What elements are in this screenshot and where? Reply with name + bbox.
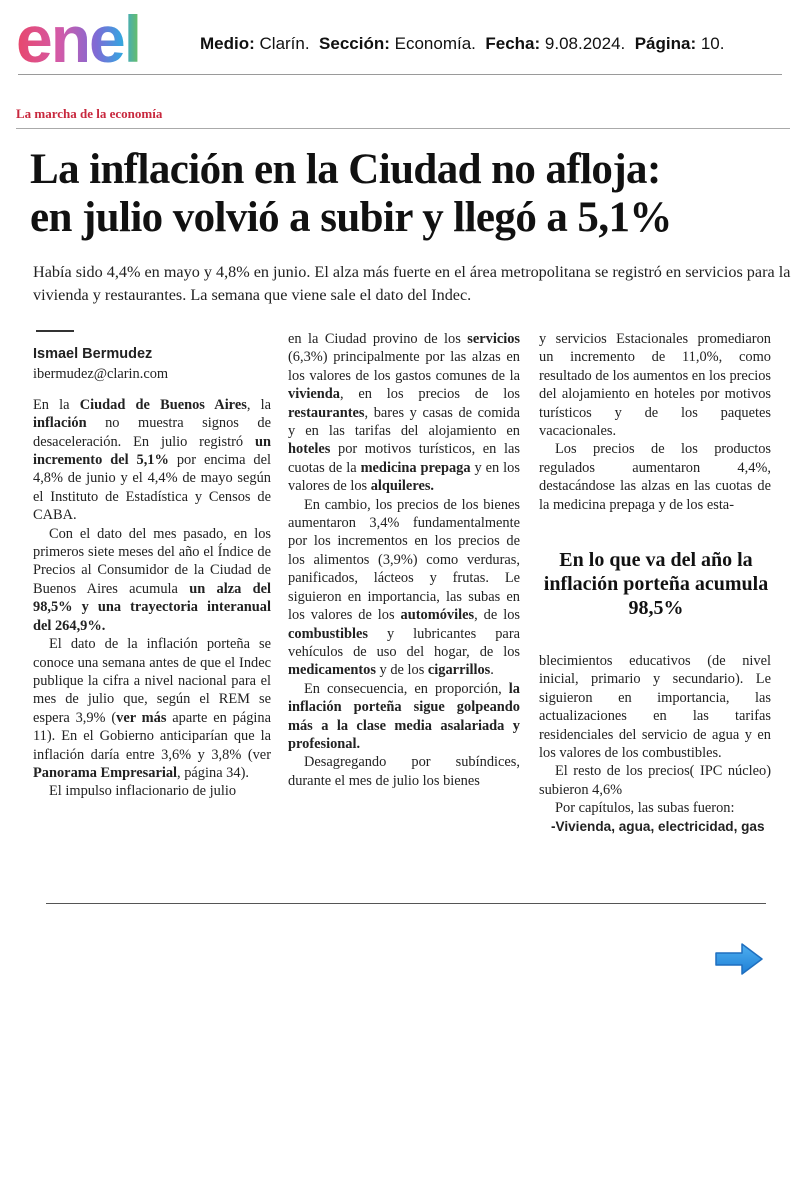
headline-line-1: La inflación en la Ciudad no afloja: <box>30 146 661 193</box>
medio-label: Medio: <box>200 34 255 53</box>
headline-line-2: en julio volvió a subir y llegó a 5,1% <box>30 194 672 241</box>
byline-email: ibermudez@clarin.com <box>33 366 169 383</box>
paragraph-13: Por capítulos, las subas fueron: <box>555 800 735 817</box>
column-1 <box>33 330 271 801</box>
enel-logo <box>16 6 178 70</box>
column-3-top <box>539 330 771 514</box>
paragraph-9: y servicios Estacionales promediaron un incremento de 11,0%, como resultado de los aumentos en los precios del alojamiento en hoteles por motivos turísticos y de los paquetes vacacionales. <box>539 331 771 440</box>
enel-logo-text: enel <box>16 6 141 70</box>
seccion-label: Sección: <box>319 34 390 53</box>
headline <box>30 146 790 242</box>
header-divider <box>18 74 782 75</box>
paragraph-5: en la Ciudad provino de los servicios (6,3%) principalmente por las alzas en los valores de los gastos comunes de la vivienda, en los precios de los restaurantes, bares y casas de comida y en las tarifas del alojamiento en hoteles por motivos turísticos, en las cuotas de la medicina prepaga y en los valores de los alquileres. <box>288 331 520 495</box>
paragraph-12: El resto de los precios( IPC núcleo) subieron 4,6% <box>539 763 771 798</box>
paragraph-14: -Vivienda, agua, electricidad, gas <box>551 818 765 834</box>
paragraph-2: Con el dato del mes pasado, en los primeros siete meses del año el Índice de Precios al Consumidor de la Ciudad de Buenos Aires acumula un alza del 98,5% y una trayectoria interanual del 264,9%. <box>33 525 271 634</box>
seccion-value: Economía. <box>394 34 476 53</box>
column-2 <box>288 330 520 790</box>
paragraph-3: El dato de la inflación porteña se conoce una semana antes de que el Indec publique la cifra a nivel nacional para el mes de julio que, según el REM se espera 3,9% (ver más aparte en página 11). En el Gobierno anticiparían que la inflación daría entre 3,6% y 3,8% (ver Panorama Empresarial, página 34). <box>33 636 271 781</box>
paragraph-10: Los precios de los productos regulados aumentaron 4,4%, destacándose las alzas en las cuotas de la medicina prepaga y de los esta- <box>539 441 771 513</box>
paragraph-7: En consecuencia, en proporción, la inflación porteña sigue golpeando más a la clase media asalariada y profesional. <box>288 680 520 752</box>
pull-quote: En lo que va del año la inflación porteña acumula 98,5% <box>543 549 769 619</box>
byline-rule <box>36 330 74 332</box>
paragraph-1: En la Ciudad de Buenos Aires, la inflación no muestra signos de desaceleración. En julio registró un incremento del 5,1% por encima del 4,8% de junio y el 4,4% de mayo según el Instituto de Estadística y Censos de CABA. <box>33 396 272 524</box>
pagina-value: 10. <box>700 34 725 53</box>
fecha-label: Fecha: <box>485 34 541 53</box>
paragraph-4: El impulso inflacionario de julio <box>49 783 237 800</box>
deck: Había sido 4,4% en mayo y 4,8% en junio. El alza más fuerte en el área metropolitana se registró en servicios para la vivienda y restaurantes. La semana que viene sale el dato del Indec. <box>33 263 791 304</box>
paragraph-11: blecimientos educativos (de nivel inicial, primario y secundario). Le siguieron en importancia, las actualizaciones en las tarifas residenciales del servicio de agua y en los valores de los combustibles. <box>539 653 771 762</box>
paragraph-6: En cambio, los precios de los bienes aumentaron 3,4% fundamentalmente por los incrementos en los precios de los alimentos (3,9%) como verduras, panificados, lácteos y frutas. Le siguieron en importancia, las subas en los valores de los automóviles, de los combustibles y lubricantes para vehículos de uso del hogar, de los medicamentos y de los cigarrillos. <box>288 496 520 679</box>
paragraph-8: Desagregando por subíndices, durante el mes de julio los bienes <box>288 754 520 789</box>
header-meta <box>200 34 724 54</box>
pagina-label: Página: <box>634 34 697 53</box>
fecha-value: 9.08.2024. <box>544 34 626 53</box>
medio-value: Clarín. <box>259 34 310 53</box>
arrow-right-icon[interactable] <box>714 942 764 976</box>
byline-author: Ismael Bermudez <box>33 346 153 362</box>
section-divider <box>16 128 790 129</box>
section-label: La marcha de la economía <box>16 106 163 121</box>
footer-divider <box>46 903 766 904</box>
column-3-bottom <box>539 652 771 836</box>
